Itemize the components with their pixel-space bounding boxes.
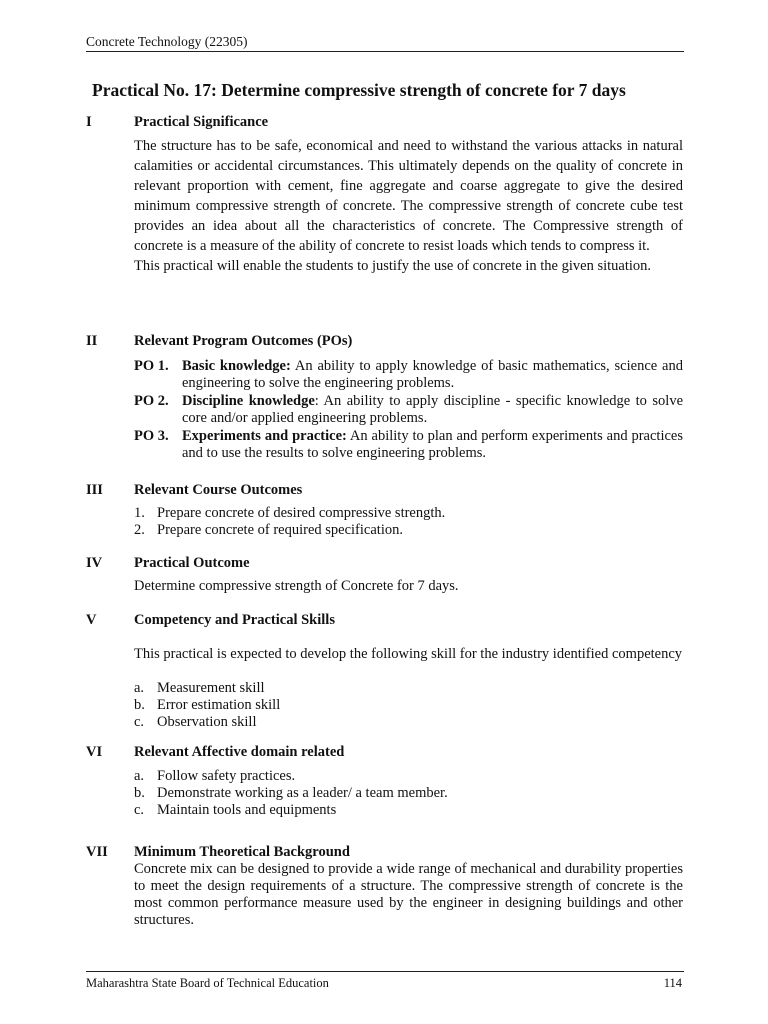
section-1-heading: Practical Significance [134,114,269,130]
footer-publisher: Maharashtra State Board of Technical Education [86,976,329,990]
po-item [134,358,683,392]
header-rule [86,51,684,52]
footer-rule [86,971,684,972]
page-title: Practical No. 17: Determine compressive strength of concrete for 7 days [92,80,626,100]
list-marker: 2. [134,522,145,538]
section-1-paragraph-2: This practical will enable the students to justify the use of concrete in the given situation. [134,258,652,274]
section-7-number: VII [86,844,108,860]
list-item [134,802,683,819]
list-marker: c. [134,714,145,730]
list-marker: b. [134,697,145,713]
skills-list [134,680,683,731]
po-number: PO 1. [134,358,169,374]
list-item-text: Prepare concrete of desired compressive strength. [157,505,446,521]
po-number: PO 3. [134,428,169,444]
po-text: : An ability to apply discipline - specific knowledge to solve core and/or applied engineering problems. [182,393,684,426]
list-marker: a. [134,680,145,696]
list-marker: 1. [134,505,145,521]
section-5-number: V [86,612,97,628]
section-1-number: I [86,114,92,130]
list-item [134,785,683,802]
section-3-number: III [86,482,103,498]
running-header: Concrete Technology (22305) [86,34,248,49]
list-item [134,680,683,697]
list-marker: a. [134,768,145,784]
affective-domain-list [134,768,683,819]
po-number: PO 2. [134,393,169,409]
section-4-heading: Practical Outcome [134,555,250,571]
po-text: An ability to plan and perform experiments and practices and to use the results to solve engineering problems. [182,428,683,461]
list-item-text: Observation skill [157,714,257,730]
list-marker: b. [134,785,145,801]
program-outcomes-list [134,358,683,463]
list-item [134,505,683,522]
section-1-paragraph-1: The structure has to be safe, economical and need to withstand the various attacks in natural calamities or accidental circumstances. This ultimately depends on the quality of concrete in relevant proportion with cement, fine aggregate and coarse aggregate to give the desired minimum compressive strength of concrete. The compressive strength of concrete cube test provides an idea about all the characteristics of concrete. The Compressive strength of concrete is a measure of the ability of concrete to resist loads which tends to compress it. [134,138,683,254]
section-3-heading: Relevant Course Outcomes [134,482,303,498]
po-term: Experiments and practice: [182,428,347,444]
list-item-text: Follow safety practices. [157,768,296,784]
section-4-body: Determine compressive strength of Concrete for 7 days. [134,578,459,594]
section-7-body: Concrete mix can be designed to provide a wide range of mechanical and durability properties to meet the design requirements of a structure. The compressive strength of concrete is the most common performance measure used by the engineer in designing buildings and other structures. [134,861,683,928]
po-text: An ability to apply knowledge of basic mathematics, science and engineering to solve the engineering problems. [182,358,683,391]
po-term: Discipline knowledge [182,393,315,409]
section-5-intro: This practical is expected to develop the following skill for the industry identified competency [134,646,683,662]
section-2-heading: Relevant Program Outcomes (POs) [134,333,353,349]
list-item [134,522,683,539]
list-item [134,697,683,714]
list-item-text: Demonstrate working as a leader/ a team member. [157,785,448,801]
page-number: 114 [663,976,682,990]
section-7-heading: Minimum Theoretical Background [134,844,350,860]
section-6-number: VI [86,744,103,760]
course-outcomes-list [134,505,683,539]
list-marker: c. [134,802,145,818]
po-term: Basic knowledge: [182,358,291,374]
po-item [134,428,683,462]
list-item-text: Prepare concrete of required specification. [157,522,403,538]
section-2-number: II [86,333,98,349]
po-item [134,393,683,427]
section-5-heading: Competency and Practical Skills [134,612,335,628]
section-4-number: IV [86,555,103,571]
list-item-text: Measurement skill [157,680,265,696]
section-1-body [134,136,683,276]
list-item [134,714,683,731]
section-6-heading: Relevant Affective domain related [134,744,345,760]
list-item [134,768,683,785]
list-item-text: Maintain tools and equipments [157,802,337,818]
list-item-text: Error estimation skill [157,697,281,713]
